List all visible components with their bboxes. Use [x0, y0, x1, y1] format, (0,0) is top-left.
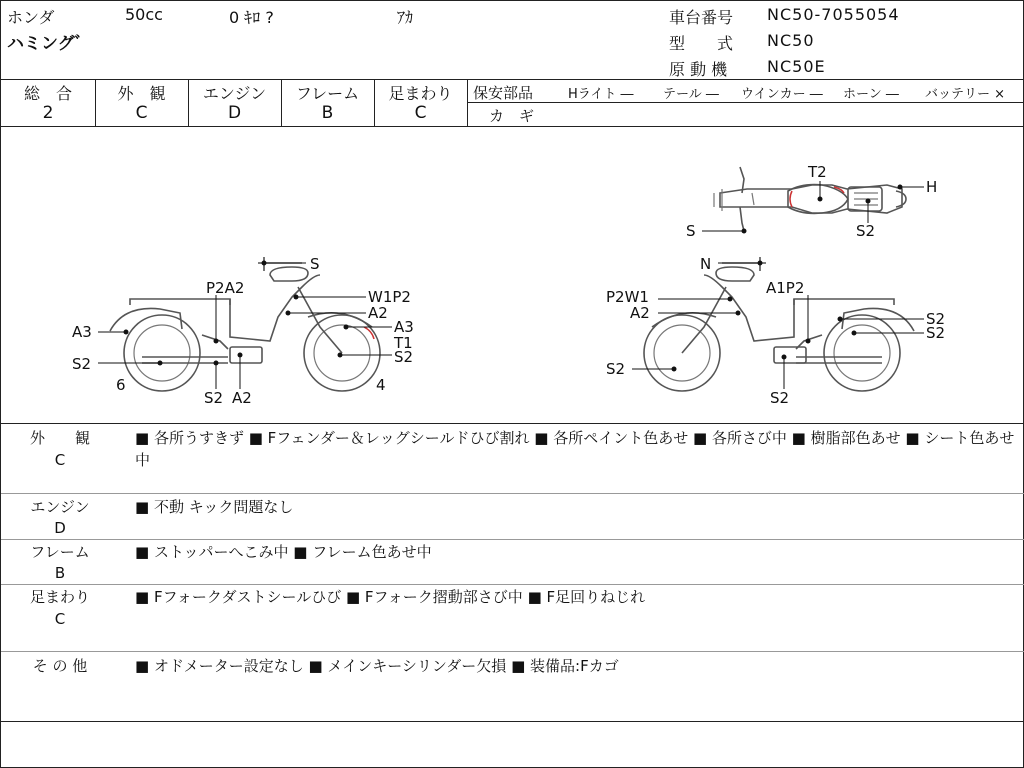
safety-battery: バッテリー ×: [925, 87, 1006, 102]
key-label: カ ギ: [489, 107, 535, 125]
section-other-label: そ の 他: [32, 657, 88, 675]
section-frame-label: フレーム: [30, 543, 90, 561]
grade-header-suspension: 足まわり: [388, 84, 453, 103]
left-label-6: 6: [116, 376, 126, 394]
grade-exterior: C: [135, 103, 148, 123]
right-label-s2-bottom: S2: [770, 389, 790, 407]
left-label-p2a2: P2A2: [206, 279, 245, 297]
left-label-s2-bottom: S2: [204, 389, 224, 407]
divider: [1, 584, 1024, 585]
left-label-s2-rear: S2: [72, 355, 92, 373]
right-label-p2w1: P2W1: [606, 288, 649, 306]
top-label-h: H: [926, 178, 938, 196]
safety-horn: ホーン ―: [843, 87, 899, 102]
grade-engine: D: [227, 103, 242, 123]
section-engine-text: ■ 不動 キック問題なし: [135, 498, 294, 516]
damage-diagram: [2, 127, 1024, 423]
divider: [1, 651, 1024, 652]
right-label-a2: A2: [630, 304, 650, 322]
left-label-4: 4: [376, 376, 386, 394]
left-label-a2-bottom: A2: [232, 389, 252, 407]
safety-winker: ウインカー ―: [741, 87, 823, 102]
grade-overall: 2: [42, 103, 54, 123]
grade-header-overall: 総 合: [23, 84, 72, 103]
engine-label: 原 動 機: [669, 60, 728, 79]
section-other-text: ■ オドメーター設定なし ■ メインキーシリンダー欠損 ■ 装備品:Fカゴ: [135, 657, 619, 675]
top-label-s2: S2: [856, 222, 876, 240]
divider: [467, 102, 1024, 103]
engine-value: NC50E: [767, 57, 826, 76]
type-label: 型 式: [669, 34, 734, 53]
section-frame-grade: B: [54, 564, 66, 582]
left-label-a3-rear: A3: [72, 323, 92, 341]
grade-frame: B: [321, 103, 334, 123]
divider: [1, 423, 1024, 424]
mileage: 0 ｷﾛ ?: [229, 8, 274, 27]
left-label-s2-front: S2: [394, 348, 414, 366]
divider: [1, 539, 1024, 540]
right-label-s2-front: S2: [606, 360, 626, 378]
section-suspension-label: 足まわり: [29, 588, 90, 606]
safety-headlight: Hライト ―: [568, 87, 634, 102]
left-label-a3-front: A3: [394, 318, 414, 336]
divider: [1, 721, 1024, 722]
divider: [467, 79, 468, 126]
left-label-a2: A2: [368, 304, 388, 322]
top-label-t2: T2: [808, 163, 827, 181]
right-label-a1p2: A1P2: [766, 279, 805, 297]
section-exterior-grade: C: [54, 451, 66, 469]
grade-header-exterior: 外 観: [117, 84, 166, 103]
body-color: ｱｶ: [397, 8, 414, 27]
maker: ホンダ: [7, 8, 55, 27]
frame-no-label: 車台番号: [669, 8, 734, 27]
safety-label: 保安部品: [473, 84, 534, 102]
left-label-s: S: [310, 255, 320, 273]
right-side-view: [606, 255, 945, 407]
type-value: NC50: [767, 31, 815, 50]
right-label-n: N: [700, 255, 712, 273]
section-frame-text: ■ ストッパーへこみ中 ■ フレーム色あせ中: [135, 543, 432, 561]
divider: [1, 493, 1024, 494]
model-name: ハミングﾞ: [7, 34, 84, 54]
divider: [1, 79, 1024, 80]
left-side-view: [72, 255, 414, 407]
section-exterior-text: ■ 各所うすきず ■ Fフェンダー＆レッグシールドひび割れ ■ 各所ペイント色あせ ■ 各所さび中 ■ 樹脂部色あせ ■ シート色あせ中: [135, 429, 1015, 469]
grade-header-engine: エンジン: [202, 84, 267, 103]
section-suspension-text: ■ Fフォークダストシールひび ■ Fフォーク摺動部さび中 ■ F足回りねじれ: [135, 588, 646, 606]
grade-suspension: C: [414, 103, 427, 123]
section-engine-label: エンジン: [30, 498, 90, 516]
section-exterior-label: 外 観: [29, 429, 90, 447]
displacement: 50cc: [125, 5, 163, 24]
frame-no: NC50-7055054: [767, 5, 900, 24]
grade-header-frame: フレーム: [295, 84, 360, 103]
right-label-s2-lower: S2: [926, 324, 946, 342]
section-engine-grade: D: [54, 519, 66, 537]
safety-taillight: テール ―: [663, 87, 719, 102]
top-view: [686, 163, 937, 240]
left-label-t1: T1: [394, 334, 413, 352]
right-label-s2-upper: S2: [926, 310, 946, 328]
left-label-w1p2: W1P2: [368, 288, 411, 306]
top-label-s: S: [686, 222, 696, 240]
section-suspension-grade: C: [54, 610, 66, 628]
